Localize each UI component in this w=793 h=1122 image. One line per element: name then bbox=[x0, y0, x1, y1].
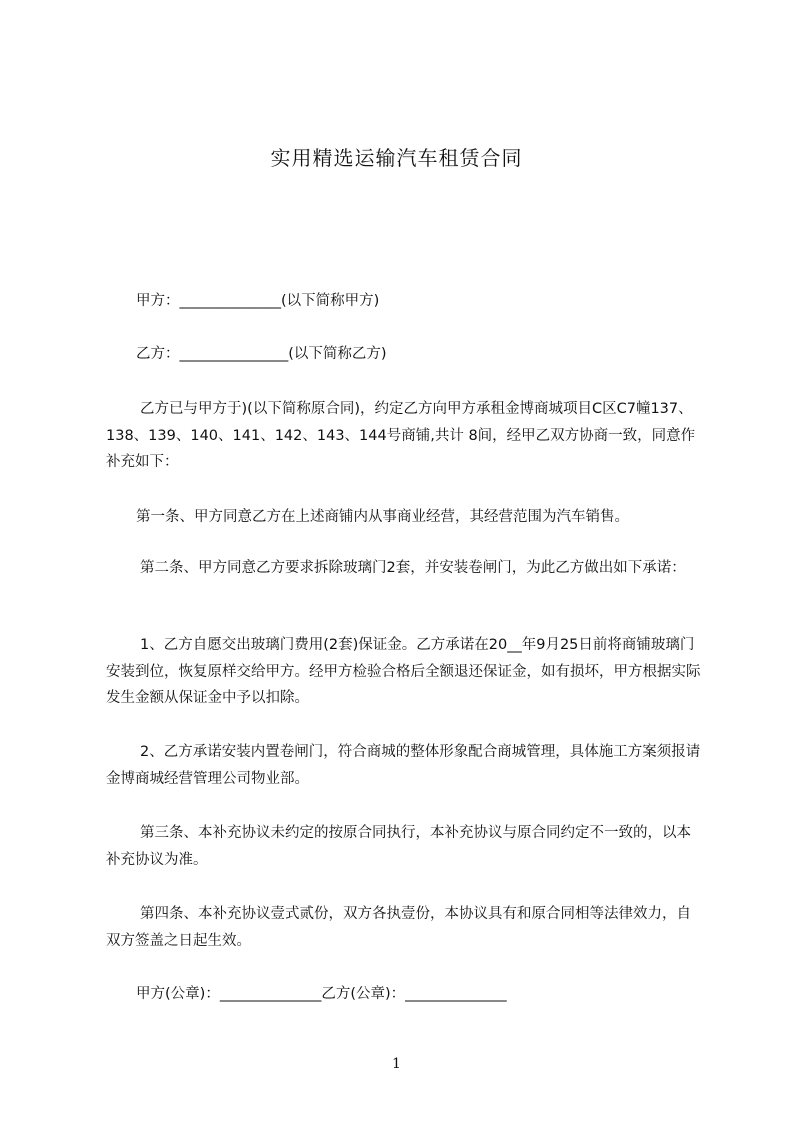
signature-line: 甲方(公章)：______________乙方(公章)：______________ bbox=[136, 986, 507, 1002]
party-a-line: 甲方：______________(以下简称甲方) bbox=[136, 293, 380, 309]
article-2: 第二条、甲方同意乙方要求拆除玻璃门2套，并安装卷闸门，为此乙方做出如下承诺： bbox=[140, 560, 686, 576]
clause-1: 1、乙方自愿交出玻璃门费用(2套)保证金。乙方承诺在20__年9月25日前将商铺玻璃门安装到位，恢复原样交给甲方。经甲方检验合格后全额退还保证金，如有损坏，甲方根据实际发生金额从保证金中予以扣除。 bbox=[106, 637, 701, 706]
page-number: 1 bbox=[392, 1056, 401, 1072]
article-3: 第三条、本补充协议未约定的按原合同执行，本补充协议与原合同约定不一致的，以本补充协议为准。 bbox=[106, 825, 691, 868]
intro-paragraph: 乙方已与甲方于)(以下简称原合同)，约定乙方向甲方承租金博商城项目C区C7幢137、138、139、140、141、142、143、144号商铺,共计 8间，经甲乙双方协商一致，同意作补充如下： bbox=[106, 401, 696, 470]
article-4: 第四条、本补充协议壹式贰份，双方各执壹份，本协议具有和原合同相等法律效力，自双方签盖之日起生效。 bbox=[106, 906, 691, 949]
clause-2: 2、乙方承诺安装内置卷闸门，符合商城的整体形象配合商城管理，具体施工方案须报请金博商城经营管理公司物业部。 bbox=[106, 744, 701, 787]
document-title: 实用精选运输汽车租赁合同 bbox=[270, 146, 523, 170]
party-b-line: 乙方：_______________(以下简称乙方) bbox=[136, 346, 387, 362]
article-1: 第一条、甲方同意乙方在上述商铺内从事商业经营，其经营范围为汽车销售。 bbox=[136, 509, 629, 525]
